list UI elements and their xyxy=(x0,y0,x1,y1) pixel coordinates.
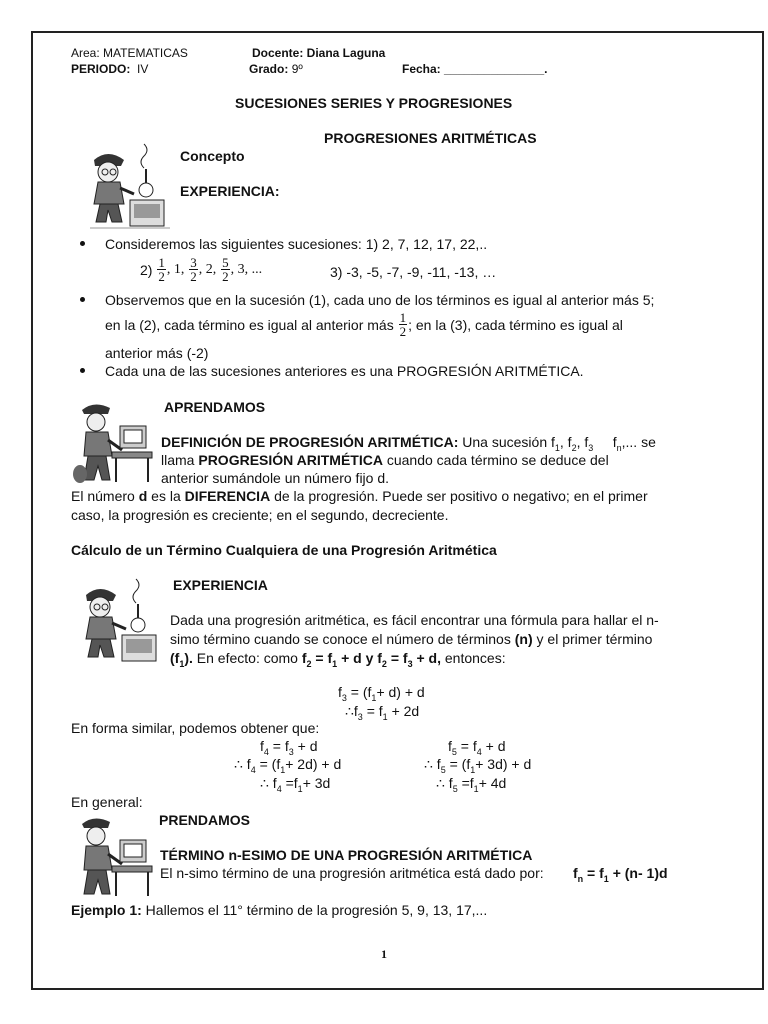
calculo-heading: Cálculo de un Término Cualquiera de una Progresión Aritmética xyxy=(71,542,497,558)
bullet-cada-una: Cada una de las sucesiones anteriores es una PROGRESIÓN ARITMÉTICA. xyxy=(105,363,584,379)
periodo-label: PERIODO: xyxy=(71,62,131,76)
ejemplo-line: Ejemplo 1: Hallemos el 11° término de la progresión 5, 9, 13, 17,... xyxy=(71,902,488,918)
equation-f5-1: $f_5 = f_4 + d$ xyxy=(448,738,506,757)
sequence-3: 3) -3, -5, -7, -9, -11, -13, … xyxy=(330,264,497,280)
bullet-dot xyxy=(80,241,85,246)
formula-fn: $f_n = f_1 + (n-$ 1)d xyxy=(573,865,668,884)
bullet-dot xyxy=(80,297,85,302)
diferencia-line1: El número d es la DIFERENCIA de la progresión. Puede ser positivo o negativo; en el primer xyxy=(71,488,648,504)
scientist-illustration xyxy=(80,140,172,232)
equation-f3: $f_3 = (f_1+ d) + d$ xyxy=(338,684,425,703)
grado-row xyxy=(249,62,303,76)
equation-f4-1: $f_4 = f_3 + d$ xyxy=(260,738,318,757)
docente-label: Docente: Diana Laguna xyxy=(252,46,386,60)
concepto-heading: Concepto xyxy=(180,148,245,164)
bullet-observemos-line1: Observemos que en la sucesión (1), cada uno de los términos es igual al anterior más 5; xyxy=(105,292,655,308)
student-computer-illustration xyxy=(72,810,158,900)
main-title: SUCESIONES SERIES Y PROGRESIONES xyxy=(235,95,513,111)
bullet-sequences: Consideremos las siguientes sucesiones: 1) 2, 7, 12, 17, 22,.. xyxy=(105,236,488,252)
sub-title: PROGRESIONES ARITMÉTICAS xyxy=(324,130,537,146)
equation-f4-2: ∴ $f_4 = (f_1+ 2d) + d$ xyxy=(234,756,342,775)
scientist-illustration xyxy=(72,575,164,667)
page-number: 1 xyxy=(381,947,387,961)
bullet-dot xyxy=(80,368,85,373)
definicion-line2: llama PROGRESIÓN ARITMÉTICA cuando cada término se deduce del xyxy=(161,452,609,468)
experiencia-heading: EXPERIENCIA: xyxy=(180,183,280,199)
bullet-observemos-line3: anterior más (-2) xyxy=(105,345,209,361)
student-computer-illustration xyxy=(72,396,158,486)
definicion-line3: anterior sumándole un número fijo d. xyxy=(161,470,390,486)
dada-line1: Dada una progresión aritmética, es fácil encontrar una fórmula para hallar el n- xyxy=(170,612,659,628)
fecha-label: Fecha: _______________. xyxy=(402,62,548,76)
dada-line2: simo término cuando se conoce el número de términos (n) y el primer término xyxy=(170,631,653,647)
termino-text: El n-simo término de una progresión aritmética está dado por: xyxy=(160,865,544,881)
sequence-2: 2) $\frac{1}{2}$ , 1, $\frac{3}{2}$ , 2, $\frac{5}{2}$ , 3, ... xyxy=(140,255,263,284)
termino-heading: TÉRMINO n-ESIMO DE UNA PROGRESIÓN ARITMÉTICA xyxy=(160,847,533,863)
en-general-text: En general: xyxy=(71,794,143,810)
diferencia-line2: caso, la progresión es creciente; en el segundo, decreciente. xyxy=(71,507,449,523)
dada-line3: $(f_1)$. En efecto: como $f_2 = f_1 + d$ y $f_2 = f_3 + d$, entonces: xyxy=(170,650,506,669)
periodo-value: IV xyxy=(137,62,149,76)
area-label: Area: MATEMATICAS xyxy=(71,46,188,60)
equation-f3-result: $\therefore f_3 = f_1 + 2d$ xyxy=(345,703,420,722)
grado-value: 9º xyxy=(291,62,303,76)
prendamos-heading: PRENDAMOS xyxy=(159,812,251,828)
grado-label: Grado: xyxy=(249,62,289,76)
aprendamos-heading: APRENDAMOS xyxy=(164,399,266,415)
equation-f4-3: ∴ $f_4 =f_1+ 3d$ xyxy=(260,775,331,794)
equation-f5-2: ∴ $f_5 = (f_1+ 3d) + d$ xyxy=(424,756,532,775)
bullet-observemos-line2: en la (2), cada término es igual al anterior más $\frac{1}{2}$ ; en la (3), cada término es igual al xyxy=(105,310,623,339)
en-forma-text: En forma similar, podemos obtener que: xyxy=(71,720,320,736)
definicion-line1: DEFINICIÓN DE PROGRESIÓN ARITMÉTICA: Una sucesión $f_1$, $f_2$, $f_3$ $f_n$,... se xyxy=(161,434,656,453)
equation-f5-3: ∴ $f_5 =f_1+ 4d$ xyxy=(436,775,507,794)
periodo-row xyxy=(71,62,148,76)
experiencia2-heading: EXPERIENCIA xyxy=(173,577,268,593)
